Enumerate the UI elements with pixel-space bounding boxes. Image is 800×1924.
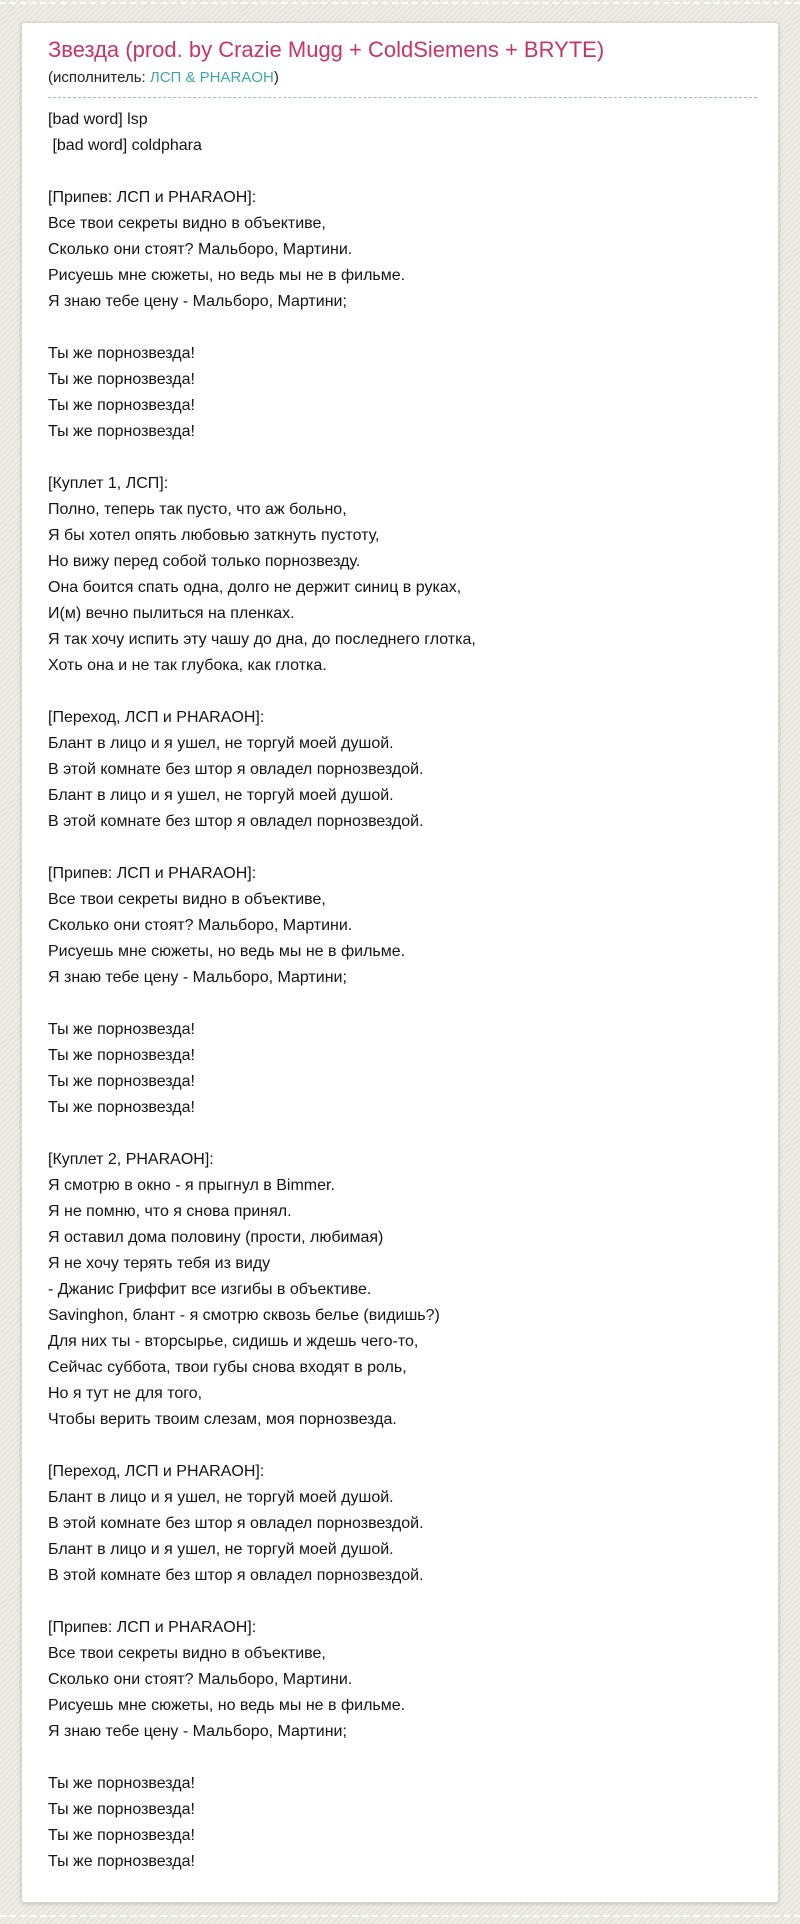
lyric-line: Ты же порнозвезда! [48, 1775, 195, 1793]
lyric-line: Ты же порнозвезда! [48, 1853, 195, 1871]
lyric-line: Но вижу перед собой только порнозвезду. [48, 553, 361, 571]
lyric-line: Сейчас суббота, твои губы снова входят в роль, [48, 1359, 407, 1377]
lyric-line: Я бы хотел опять любовью заткнуть пустоту, [48, 527, 380, 545]
lyric-line: Я знаю тебе цену - Мальборо, Мартини; [48, 293, 347, 311]
stanza [48, 471, 757, 679]
lyric-line: Сколько они стоят? Мальборо, Мартини. [48, 1671, 353, 1689]
lyric-line: Я не помню, что я снова принял. [48, 1203, 292, 1221]
lyric-line: Ты же порнозвезда! [48, 1047, 195, 1065]
lyric-line: Блант в лицо и я ушел, не торгуй моей душой. [48, 787, 394, 805]
song-title: Звезда (prod. by Crazie Mugg + ColdSiemens + BRYTE) [48, 37, 605, 62]
stanza [48, 1459, 757, 1589]
lyric-line: [bad word] coldphara [48, 137, 202, 155]
bottom-stitch-divider [0, 1915, 800, 1917]
lyric-line: [Переход, ЛСП и PHARAOH]: [48, 1463, 265, 1481]
lyric-line: Она боится спать одна, долго не держит синиц в руках, [48, 579, 462, 597]
lyric-line: Все твои секреты видно в объективе, [48, 215, 326, 233]
stanza [48, 861, 757, 991]
lyric-line: Чтобы верить твоим слезам, моя порнозвезда. [48, 1411, 397, 1429]
stanza [48, 107, 757, 159]
lyric-line: [Припев: ЛСП и PHARAOH]: [48, 1619, 257, 1637]
lyric-line: Блант в лицо и я ушел, не торгуй моей душой. [48, 1541, 394, 1559]
lyric-line: Для них ты - вторсырье, сидишь и ждешь чего-то, [48, 1333, 419, 1351]
lyric-line: Ты же порнозвезда! [48, 1827, 195, 1845]
lyric-line: Я знаю тебе цену - Мальборо, Мартини; [48, 1723, 347, 1741]
lyric-line: Сколько они стоят? Мальборо, Мартини. [48, 241, 353, 259]
artist-label-prefix: (исполнитель: [48, 69, 150, 87]
stanza [48, 1615, 757, 1745]
lyric-line: Рисуешь мне сюжеты, но ведь мы не в фильме. [48, 1697, 406, 1715]
lyrics-text [48, 107, 757, 1875]
lyric-line: Сколько они стоят? Мальборо, Мартини. [48, 917, 353, 935]
lyric-line: Хоть она и не так глубока, как глотка. [48, 657, 327, 675]
lyric-line: Ты же порнозвезда! [48, 397, 195, 415]
lyric-line: Ты же порнозвезда! [48, 1099, 195, 1117]
lyric-line: Блант в лицо и я ушел, не торгуй моей душой. [48, 735, 394, 753]
lyric-line: Блант в лицо и я ушел, не торгуй моей душой. [48, 1489, 394, 1507]
lyric-line: Я не хочу терять тебя из виду [48, 1255, 271, 1273]
lyric-line: Savinghon, блант - я смотрю сквозь белье (видишь?) [48, 1307, 440, 1325]
lyric-line: Ты же порнозвезда! [48, 423, 195, 441]
stanza [48, 1017, 757, 1121]
lyric-line: Я оставил дома половину (прости, любимая) [48, 1229, 384, 1247]
lyric-line: Все твои секреты видно в объективе, [48, 891, 326, 909]
stanza [48, 185, 757, 315]
lyric-line: Полно, теперь так пусто, что аж больно, [48, 501, 347, 519]
lyric-line: В этой комнате без штор я овладел порнозвездой. [48, 761, 424, 779]
lyric-line: Рисуешь мне сюжеты, но ведь мы не в фильме. [48, 267, 406, 285]
lyric-line: Ты же порнозвезда! [48, 371, 195, 389]
lyric-line: - Джанис Гриффит все изгибы в объективе. [48, 1281, 372, 1299]
lyric-line: Ты же порнозвезда! [48, 1073, 195, 1091]
lyric-line: Ты же порнозвезда! [48, 1801, 195, 1819]
lyric-line: Я смотрю в окно - я прыгнул в Bimmer. [48, 1177, 335, 1195]
stanza [48, 1147, 757, 1433]
artist-line [48, 68, 757, 98]
lyric-line: В этой комнате без штор я овладел порнозвездой. [48, 1567, 424, 1585]
lyric-line: [Припев: ЛСП и PHARAOH]: [48, 189, 257, 207]
lyric-line: Я знаю тебе цену - Мальборо, Мартини; [48, 969, 347, 987]
lyric-line: [Припев: ЛСП и PHARAOH]: [48, 865, 257, 883]
lyrics-card [21, 22, 779, 1903]
lyric-line: [bad word] lsp [48, 111, 148, 129]
lyric-line: Все твои секреты видно в объективе, [48, 1645, 326, 1663]
lyric-line: [Куплет 2, PHARAOH]: [48, 1151, 214, 1169]
lyric-line: И(м) вечно пылиться на пленках. [48, 605, 295, 623]
lyric-line: В этой комнате без штор я овладел порнозвездой. [48, 1515, 424, 1533]
stanza [48, 705, 757, 835]
lyric-line: Ты же порнозвезда! [48, 345, 195, 363]
top-stitch-divider [0, 2, 800, 4]
lyric-line: [Переход, ЛСП и PHARAOH]: [48, 709, 265, 727]
stanza [48, 341, 757, 445]
lyric-line: В этой комнате без штор я овладел порнозвездой. [48, 813, 424, 831]
lyric-line: Рисуешь мне сюжеты, но ведь мы не в фильме. [48, 943, 406, 961]
lyric-line: Ты же порнозвезда! [48, 1021, 195, 1039]
lyric-line: Я так хочу испить эту чашу до дна, до последнего глотка, [48, 631, 476, 649]
artist-label-suffix: ) [273, 69, 279, 87]
stanza [48, 1771, 757, 1875]
artist-link[interactable]: ЛСП & PHARAOH [149, 69, 274, 87]
lyric-line: Но я тут не для того, [48, 1385, 203, 1403]
lyric-line: [Куплет 1, ЛСП]: [48, 475, 169, 493]
